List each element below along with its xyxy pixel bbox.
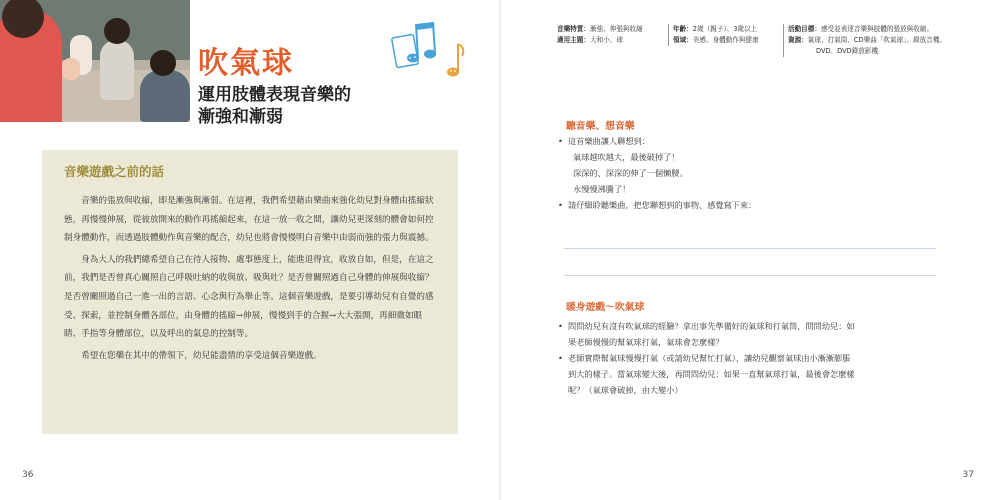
poem-line: 永慢慢沸騰了！ [573, 184, 631, 194]
poem-line: 深深的、深深的伸了一個懶腰。 [573, 168, 688, 178]
music-notes-decoration [388, 14, 468, 84]
intro-box [42, 150, 458, 434]
bullet-item [558, 350, 978, 398]
subtitle-line: 漸強和漸弱 [198, 107, 283, 127]
intro-paragraph: 身為大人的我們總希望自己在待人接物、處事態度上，能進退得宜，收放自如，但是，在這之前，我們是否曾真心關照自己呼吸吐納的收與放、吸與吐？是否曾關照過自己身體的伸展與收縮？是否曾關照過自己一進一出的言語、心念與行為舉止等。這個音樂遊戲，是要引導幼兒有自覺的感受、探索，並控制身體各部位，由身體的搖縮→伸展，慢慢到手的合握→大大張開，再細微如眼睛、手指等身體部位，以及呼出的氣息的控制等。 [64, 254, 434, 340]
intro-paragraph: 音樂的張放與收縮，即是漸強與漸弱。在這裡，我們希望藉由樂曲來強化幼兒對身體由搖縮狀態，再慢慢伸展，從彼放開來的動作再搖縮起來，在這一放一收之間，讓幼兒更深刻的體會如何控制身體動作，而透過肢體動作與音樂的配合，幼兒也將會慢慢明白音樂中由弱而強的張力與震撼。 [64, 196, 434, 244]
right-page [500, 0, 1000, 500]
bullet-line: 到大的樣子。當氣球變大後，再問問幼兒：如果一直幫氣球打氣，最後會怎麼樣 [568, 369, 855, 379]
bullet-item [558, 318, 978, 350]
bullet-item: • 這首樂曲讓人聯想到： [558, 133, 978, 149]
bullet-item: • 請仔細聆聽樂曲，把您聯想到的事物、感覺寫下來： [558, 197, 978, 213]
info-label: 音樂特質： [557, 25, 590, 33]
intro-paragraph: 希望在您藥在其中的帶領下，幼兒能盡情的享受這個音樂遊戲。 [81, 350, 322, 361]
section-listen-content [558, 133, 978, 213]
info-block-goal [783, 24, 973, 57]
info-label: 活動目標： [788, 25, 821, 33]
info-label: 年齡： [673, 25, 693, 33]
info-value: DVD、DVD錄放影機 [816, 47, 879, 55]
info-value: 漸強、伸張與收縮 [589, 25, 643, 33]
classroom-photo [0, 0, 190, 122]
info-value: 氣球、打氣筒、CD樂曲「吹氣球」、錄放音機、 [807, 36, 947, 44]
bullet-line: • 問問幼兒有沒有吹氣球的經驗？拿出事先準備好的氣球和打氣筒，問問幼兒：如 [568, 321, 855, 331]
page-number-right: 37 [962, 470, 974, 480]
info-block-music [557, 24, 657, 46]
section-heading-warmup: 暖身遊戲～吹氣球 [566, 302, 645, 313]
section-warmup-content [558, 318, 978, 398]
info-value: 2歲（親子）、3歲以上 [692, 25, 758, 33]
writing-line[interactable] [564, 248, 936, 249]
info-label: 適用主題： [557, 36, 590, 44]
page-number-left: 36 [22, 470, 34, 480]
info-label: 資源： [788, 36, 808, 44]
info-label: 領域： [673, 36, 693, 44]
section-heading-listen: 聽音樂、想音樂 [566, 121, 635, 132]
bullet-line: 呢？（氣球會破掉，由大變小） [568, 385, 683, 395]
bullet-line: • 老師實際幫氣球慢慢打氣（或請幼兒幫忙打氣），讓幼兒觀察氣球由小漸漸膨脹 [568, 353, 851, 363]
info-value: 大和小、球 [589, 36, 623, 44]
writing-line[interactable] [564, 275, 936, 276]
subtitle-line: 運用肢體表現音樂的 [198, 85, 351, 105]
poem-line: 氣球越吹越大，最後破掉了！ [573, 152, 680, 162]
bullet-line: 果老師慢慢的幫氣球打氣，氣球會怎麼樣？ [568, 337, 724, 347]
info-value: 感受並表達音樂與肢體的張放與收縮。 [820, 25, 934, 33]
info-block-age [668, 24, 768, 46]
activity-subtitle [198, 84, 351, 128]
intro-heading: 音樂遊戲之前的話 [64, 164, 165, 179]
activity-title: 吹氣球 [198, 46, 294, 81]
info-value: 美感、身體動作與健康 [692, 36, 759, 44]
